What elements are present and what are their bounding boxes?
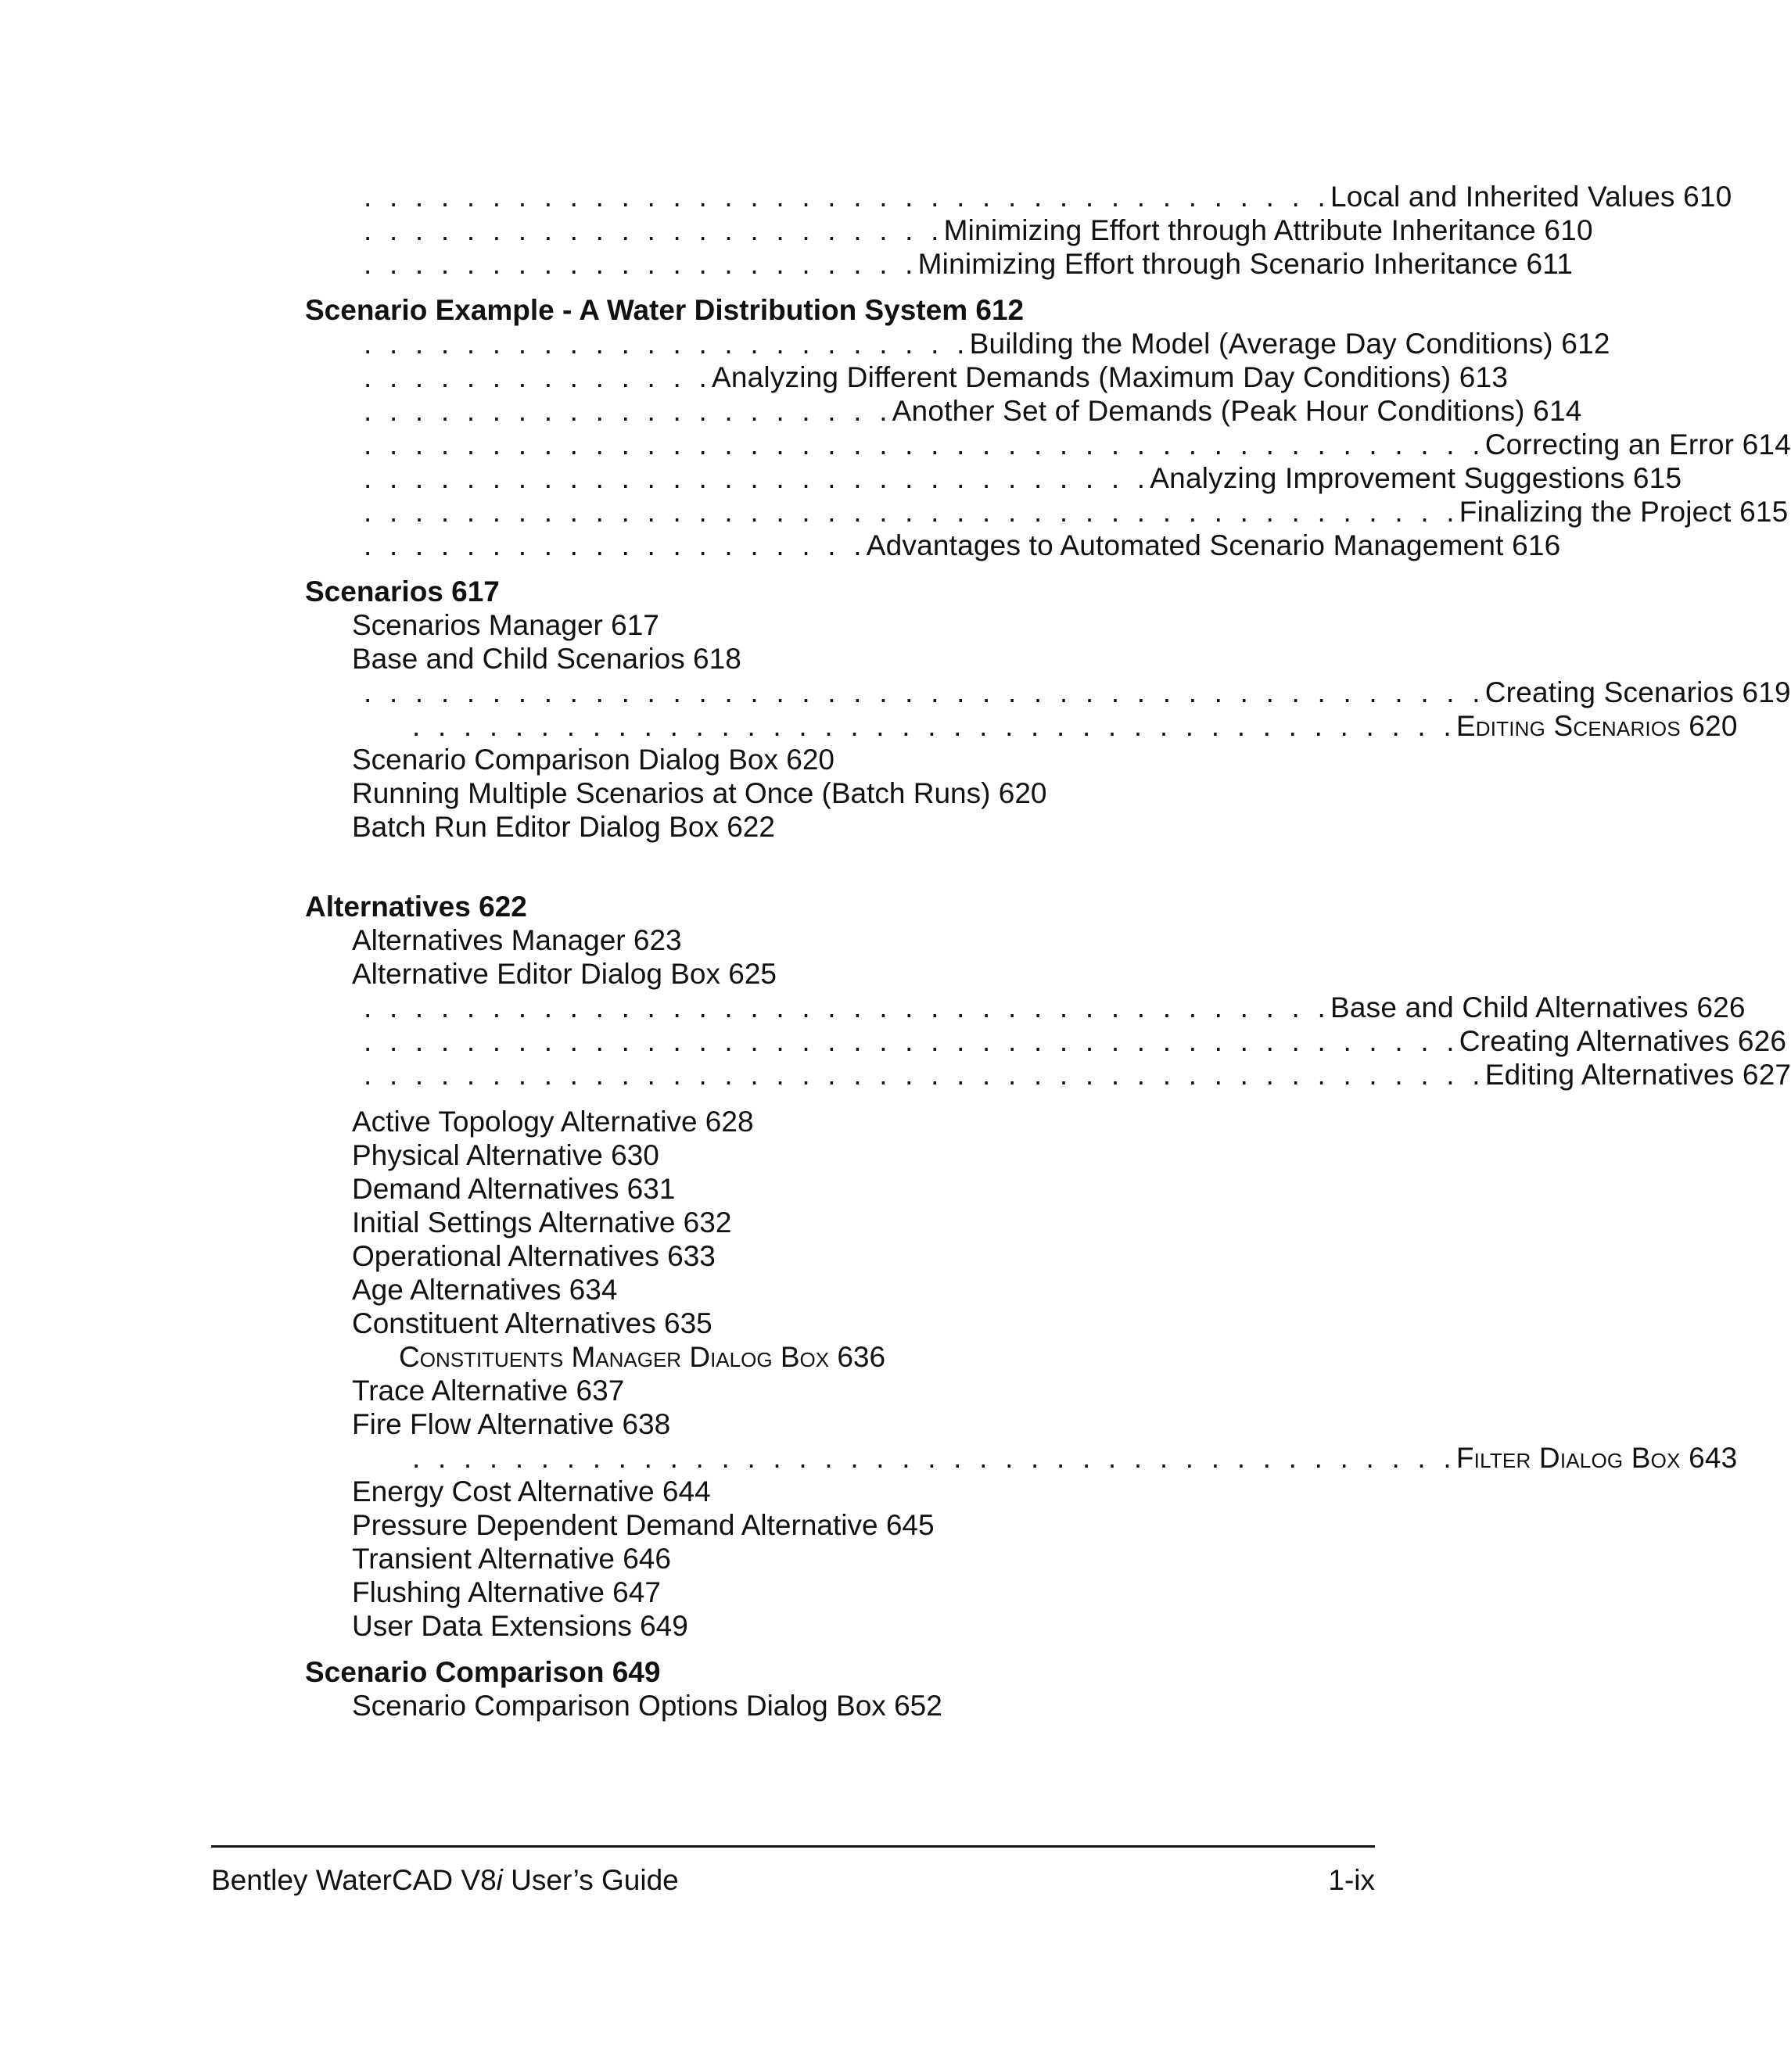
toc-entry-text: Filter Dialog Box 643 bbox=[1455, 1442, 1738, 1474]
toc-entry-text: Minimizing Effort through Attribute Inheritance 610 bbox=[943, 214, 1593, 246]
toc-entry-dotted bbox=[364, 360, 1509, 395]
dot-leader: . . . . . . . . . . . . . . . . . . . . . . . . . . . . . . . . . . . . . . bbox=[364, 991, 1330, 1023]
toc-entry-dotted bbox=[364, 529, 1561, 563]
toc-entry-text: Another Set of Demands (Peak Hour Conditions) 614 bbox=[892, 395, 1582, 427]
toc-entry bbox=[352, 1542, 671, 1576]
toc-entry bbox=[352, 810, 775, 844]
toc-entry-text: Constituents Manager Dialog Box 636 bbox=[399, 1341, 886, 1373]
toc-entry-dotted bbox=[364, 180, 1732, 214]
toc-entry-text: Base and Child Scenarios 618 bbox=[352, 643, 741, 675]
footer-title-italic: i bbox=[496, 1864, 503, 1896]
toc-entry-text: Demand Alternatives 631 bbox=[352, 1173, 676, 1205]
toc-section-heading bbox=[305, 575, 500, 609]
footer-title-post: User’s Guide bbox=[502, 1864, 679, 1896]
toc-entry bbox=[352, 1105, 754, 1139]
toc-entry-text: Trace Alternative 637 bbox=[352, 1375, 625, 1407]
toc-entry-text: Scenario Example - A Water Distribution System 612 bbox=[305, 294, 1025, 326]
toc-entry-text: Alternative Editor Dialog Box 625 bbox=[352, 958, 777, 990]
toc-entry-text: Constituent Alternatives 635 bbox=[352, 1307, 712, 1339]
toc-entry-nested bbox=[399, 1340, 885, 1375]
toc-entry bbox=[352, 923, 682, 958]
toc-entry-dotted bbox=[364, 247, 1574, 281]
toc-entry-text: Scenario Comparison Dialog Box 620 bbox=[352, 744, 835, 776]
toc-entry-text: Correcting an Error 614 bbox=[1484, 428, 1791, 461]
toc-entry-text: Scenarios Manager 617 bbox=[352, 609, 659, 641]
toc-entry-text: Energy Cost Alternative 644 bbox=[352, 1475, 711, 1507]
toc-entry-text: Running Multiple Scenarios at Once (Batch Runs) 620 bbox=[352, 777, 1047, 809]
footer-page-number: 1-ix bbox=[1328, 1864, 1375, 1896]
toc-entry bbox=[352, 1475, 711, 1509]
toc-entry-text: Advantages to Automated Scenario Management 616 bbox=[866, 529, 1561, 561]
toc-section-heading bbox=[305, 293, 1024, 328]
toc-entry-text: Creating Scenarios 619 bbox=[1484, 676, 1791, 708]
toc-entry-dotted bbox=[364, 991, 1746, 1025]
toc-entry-text: Alternatives Manager 623 bbox=[352, 924, 682, 956]
toc-entry-dotted bbox=[364, 1024, 1787, 1059]
toc-entry bbox=[352, 1609, 688, 1644]
toc-entry-dotted bbox=[364, 1058, 1791, 1092]
toc-entry bbox=[352, 1374, 624, 1408]
toc-entry-dotted bbox=[364, 461, 1682, 496]
toc-entry-text: Operational Alternatives 633 bbox=[352, 1240, 716, 1272]
toc-entry-text: Pressure Dependent Demand Alternative 645 bbox=[352, 1509, 935, 1541]
toc-entry-dotted bbox=[364, 495, 1789, 529]
toc-entry bbox=[352, 1307, 712, 1341]
toc-entry-dotted bbox=[412, 1441, 1738, 1475]
toc-entry-dotted bbox=[364, 676, 1791, 710]
toc-entry-dotted bbox=[364, 213, 1593, 248]
dot-leader: . . . . . . . . . . . . . . . . . . . . . . . . . . . . . . . . . . . . . . . . . bbox=[412, 1442, 1456, 1474]
dot-leader: . . . . . . . . . . . . . . . . . . . . . . . bbox=[364, 214, 944, 246]
toc-entry bbox=[352, 1206, 731, 1240]
dot-leader: . . . . . . . . . . . . . . . . . . . . . . . . . . . . . . . . . . . . . . . . . . . bbox=[364, 1025, 1459, 1057]
toc-entry bbox=[352, 608, 659, 643]
toc-entry-text: Flushing Alternative 647 bbox=[352, 1576, 661, 1608]
toc-entry-text: Scenario Comparison Options Dialog Box 652 bbox=[352, 1690, 942, 1722]
toc-entry-text: Physical Alternative 630 bbox=[352, 1139, 659, 1171]
footer-title-pre: Bentley WaterCAD V8 bbox=[211, 1864, 497, 1896]
dot-leader: . . . . . . . . . . . . . . . . . . . . . . . . . . . . . . . bbox=[364, 462, 1150, 494]
toc-entry-text: Alternatives 622 bbox=[305, 891, 527, 923]
footer-title bbox=[211, 1863, 679, 1898]
dot-leader: . . . . . . . . . . . . . . bbox=[364, 361, 712, 393]
toc-entry bbox=[352, 1407, 670, 1442]
toc-entry bbox=[352, 1576, 661, 1610]
toc-entry bbox=[352, 1172, 675, 1206]
toc-entry-text: Editing Alternatives 627 bbox=[1484, 1059, 1791, 1091]
dot-leader: . . . . . . . . . . . . . . . . . . . . . . . . . . . . . . . . . . . . . . . . . . . . bbox=[364, 676, 1485, 708]
toc-entry bbox=[352, 1508, 935, 1543]
toc-entry-text: Editing Scenarios 620 bbox=[1455, 710, 1738, 742]
toc-entry-text: Analyzing Improvement Suggestions 615 bbox=[1150, 462, 1682, 494]
toc-entry-dotted bbox=[364, 327, 1610, 361]
toc-entry-text: Analyzing Different Demands (Maximum Day Conditions) 613 bbox=[711, 361, 1509, 393]
toc-entry-dotted bbox=[364, 394, 1582, 428]
toc-entry bbox=[352, 1239, 716, 1274]
dot-leader: . . . . . . . . . . . . . . . . . . . . . . . . . . . . . . . . . . . . . . . . . bbox=[412, 710, 1456, 742]
toc-entry bbox=[352, 1689, 942, 1723]
toc-entry bbox=[352, 776, 1046, 811]
toc-entry-text: Base and Child Alternatives 626 bbox=[1330, 991, 1746, 1023]
dot-leader: . . . . . . . . . . . . . . . . . . . . . . . . . . . . . . . . . . . . . . . . . . . bbox=[364, 496, 1459, 528]
toc-entry-text: Batch Run Editor Dialog Box 622 bbox=[352, 811, 775, 843]
dot-leader: . . . . . . . . . . . . . . . . . . . . . . . . . . . . . . . . . . . . . . . . . . . . bbox=[364, 428, 1485, 461]
toc-entry-text: Finalizing the Project 615 bbox=[1459, 496, 1789, 528]
toc-entry-text: Fire Flow Alternative 638 bbox=[352, 1408, 671, 1440]
toc-entry-text: Active Topology Alternative 628 bbox=[352, 1106, 754, 1138]
toc-section-heading bbox=[305, 890, 527, 924]
toc-entry bbox=[352, 957, 777, 991]
toc-entry-text: User Data Extensions 649 bbox=[352, 1610, 688, 1642]
toc-entry bbox=[352, 1273, 617, 1307]
footer-rule bbox=[211, 1845, 1375, 1848]
dot-leader: . . . . . . . . . . . . . . . . . . . . bbox=[364, 529, 867, 561]
toc-entry bbox=[352, 1138, 659, 1173]
toc-entry bbox=[352, 743, 834, 777]
dot-leader: . . . . . . . . . . . . . . . . . . . . . . . . . . . . . . . . . . . . . . . . . . . . bbox=[364, 1059, 1485, 1091]
toc-entry-text: Age Alternatives 634 bbox=[352, 1274, 618, 1306]
toc-entry-text: Initial Settings Alternative 632 bbox=[352, 1206, 732, 1239]
toc-entry-text: Local and Inherited Values 610 bbox=[1330, 181, 1732, 213]
toc-entry-dotted bbox=[364, 428, 1791, 462]
toc-entry bbox=[352, 642, 741, 676]
toc-entry-dotted bbox=[412, 709, 1738, 744]
dot-leader: . . . . . . . . . . . . . . . . . . . . . . . . bbox=[364, 328, 970, 360]
toc-entry-text: Scenario Comparison 649 bbox=[305, 1656, 661, 1688]
toc-entry-text: Transient Alternative 646 bbox=[352, 1543, 671, 1575]
toc-section-heading bbox=[305, 1655, 660, 1690]
toc-entry-text: Creating Alternatives 626 bbox=[1459, 1025, 1787, 1057]
toc-entry-text: Building the Model (Average Day Conditions) 612 bbox=[969, 328, 1610, 360]
toc-entry-text: Scenarios 617 bbox=[305, 575, 500, 608]
dot-leader: . . . . . . . . . . . . . . . . . . . . . bbox=[364, 395, 892, 427]
dot-leader: . . . . . . . . . . . . . . . . . . . . . . . . . . . . . . . . . . . . . . bbox=[364, 181, 1330, 213]
toc-entry-text: Minimizing Effort through Scenario Inheritance 611 bbox=[917, 248, 1574, 280]
dot-leader: . . . . . . . . . . . . . . . . . . . . . . bbox=[364, 248, 918, 280]
